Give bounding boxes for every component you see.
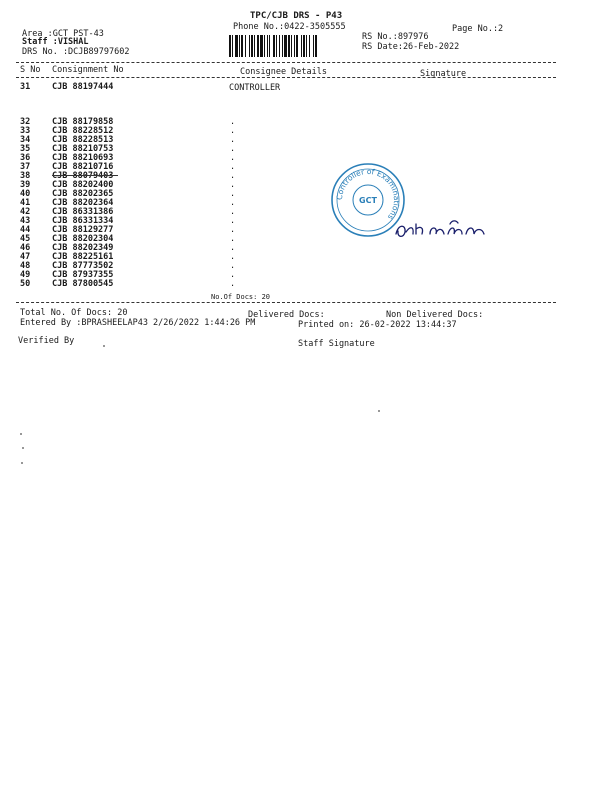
drs-number: DRS No. :DCJB89797602 [22,47,130,57]
barcode-bar [284,35,287,57]
row-details: . [230,126,236,136]
row-sno: 47 [20,252,31,262]
delivered-docs: Delivered Docs: [248,310,325,320]
row-sno: 32 [20,117,31,127]
col-consignment: Consignment No [52,65,124,75]
row-sno: 43 [20,216,31,226]
row-consignment: CJB 88202304 [52,234,114,244]
row-details: . [230,180,236,190]
row-details: . [230,252,236,262]
row-sno: 42 [20,207,31,217]
barcode-bar [315,35,317,57]
barcode-bar [267,35,268,57]
row-consignment: CJB 88202365 [52,189,114,199]
row-details: . [230,279,236,289]
row-sno: 45 [20,234,31,244]
barcode-bar [301,35,302,57]
col-sno: S No [20,65,41,75]
row-details: . [230,198,236,208]
staff-label: Staff :VISHAL [22,37,89,47]
scan-speck [103,345,105,347]
row-sno: 41 [20,198,31,208]
row-sno: 37 [20,162,31,172]
barcode-bar [306,35,307,57]
row-details: . [230,171,236,181]
barcode-bar [288,35,290,57]
scan-speck [378,410,380,412]
row-sno: 49 [20,270,31,280]
row-consignment: CJB 87800545 [52,279,114,289]
scan-speck [21,462,23,464]
strike-line [52,175,118,176]
divider [16,77,556,78]
barcode-bar [296,35,298,57]
verified-by: Verified By [18,336,75,346]
row-consignment: CJB 88210716 [52,162,114,172]
row-consignment: CJB 88225161 [52,252,114,262]
row-details: . [230,144,236,154]
stamp-center-text: GCT [359,196,377,205]
barcode-bar [264,35,265,57]
barcode-bar [279,35,280,57]
row-consignment: CJB 88202349 [52,243,114,253]
rs-number: RS No.:897976 [362,32,429,42]
printed-on: Printed on: 26-02-2022 13:44:37 [298,320,457,330]
entered-by: Entered By :BPRASHEELAP43 2/26/2022 1:44:26 PM [20,318,256,328]
row-consignment: CJB 88129277 [52,225,114,235]
staff-signature: Staff Signature [298,339,375,349]
barcode-bar [241,35,243,57]
page-number: Page No.:2 [452,24,504,34]
row-consignment: CJB 88197444 [52,82,114,92]
handwritten-signature [392,216,488,242]
row-consignment: CJB 86331334 [52,216,114,226]
row-sno: 39 [20,180,31,190]
row-details: . [230,189,236,199]
barcode-bar [249,35,250,57]
barcode-bar [235,35,238,57]
row-consignment: CJB 86331386 [52,207,114,217]
row-consignment: CJB 88228512 [52,126,114,136]
row-details: . [230,162,236,172]
non-delivered-docs: Non Delivered Docs: [386,310,484,320]
rs-date: RS Date:26-Feb-2022 [362,42,460,52]
barcode-bar [294,35,295,57]
barcode-bar [313,35,314,57]
barcode-image [229,35,357,57]
barcode-bar [303,35,305,57]
row-consignment: CJB 88179858 [52,117,114,127]
row-details: . [230,225,236,235]
row-sno: 46 [20,243,31,253]
row-sno: 50 [20,279,31,289]
row-sno: 34 [20,135,31,145]
svg-text:Controller of Examinations: Controller of Examinations [334,166,402,222]
scan-speck [22,447,24,449]
row-details: . [230,261,236,271]
no-of-docs: No.Of Docs: 20 [211,293,271,301]
row-sno: 38 [20,171,31,181]
row-sno: 35 [20,144,31,154]
row-consignment: CJB 88202364 [52,198,114,208]
barcode-bar [254,35,255,57]
row-details: . [230,216,236,226]
row-consignment: CJB 88210753 [52,144,114,154]
row-sno: 48 [20,261,31,271]
row-consignment: CJB 88228513 [52,135,114,145]
barcode-bar [239,35,240,57]
barcode-bar [282,35,283,57]
divider [16,302,556,303]
row-consignment: CJB 87937355 [52,270,114,280]
barcode-bar [273,35,275,57]
barcode-bar [251,35,253,57]
row-consignment: CJB 88079403 [52,171,114,181]
barcode-bar [232,35,233,57]
barcode-bar [269,35,270,57]
row-details: . [230,243,236,253]
scan-speck [20,433,22,435]
col-signature: Signature [420,69,467,79]
barcode-bar [229,35,231,57]
row-sno: 36 [20,153,31,163]
row-details: . [230,153,236,163]
row-details: . [230,207,236,217]
row-details: CONTROLLER [229,83,281,93]
row-sno: 33 [20,126,31,136]
row-sno: 44 [20,225,31,235]
barcode-bar [260,35,263,57]
area-label: Area :GCT PST-43 [22,29,104,39]
row-consignment: CJB 88202400 [52,180,114,190]
col-consignee-details: Consignee Details [240,67,327,77]
row-consignment: CJB 88210693 [52,153,114,163]
barcode-bar [291,35,292,57]
total-docs: Total No. Of Docs: 20 [20,308,128,318]
divider [16,62,556,63]
drs-title: TPC/CJB DRS - P43 [250,11,343,21]
row-details: . [230,234,236,244]
barcode-bar [257,35,259,57]
barcode-bar [276,35,277,57]
row-details: . [230,270,236,280]
phone-number: Phone No.:0422-3505555 [233,22,346,32]
row-sno: 31 [20,82,31,92]
row-details: . [230,135,236,145]
row-consignment: CJB 87773502 [52,261,114,271]
row-sno: 40 [20,189,31,199]
barcode-bar [245,35,246,57]
row-details: . [230,117,236,127]
barcode-bar [309,35,310,57]
